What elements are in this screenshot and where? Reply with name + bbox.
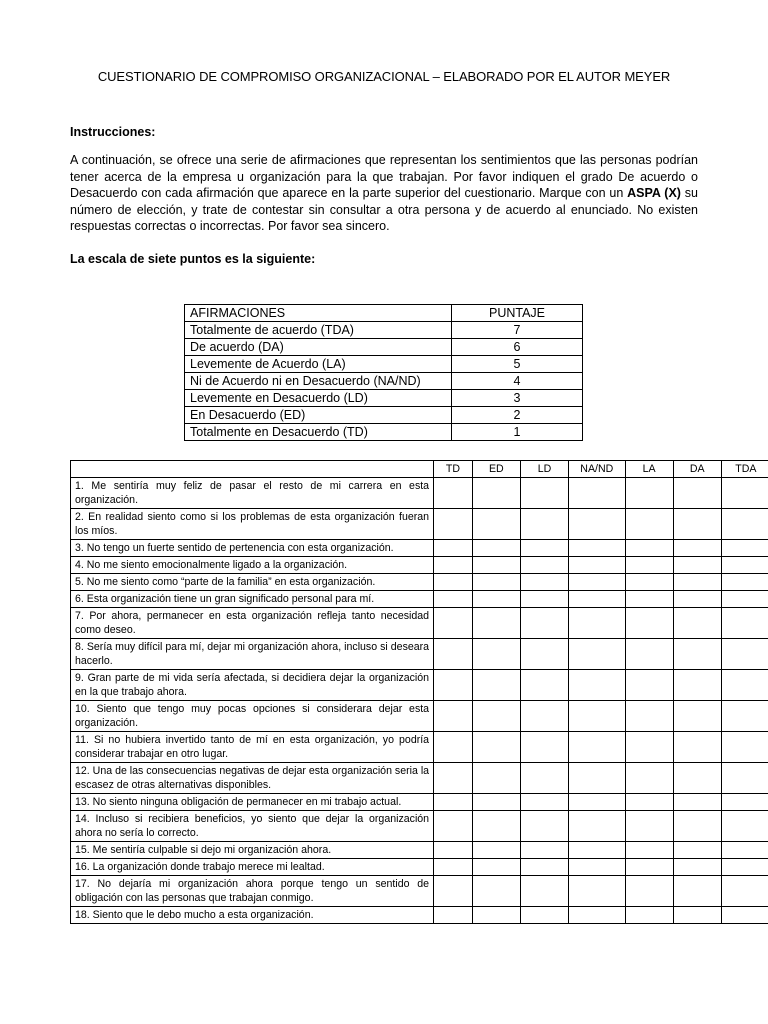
answer-cell-ed[interactable]	[472, 842, 520, 859]
question-text: 10. Siento que tengo muy pocas opciones si considerara dejar esta organización.	[71, 701, 434, 732]
answer-cell-da[interactable]	[673, 608, 721, 639]
instructions-text-part2: su número de elección, y trate de contestar sin consultar a otra persona y de acuerdo al enunciado. No existen respuestas correctas o incorrectas. Por favor sea sincero.	[70, 186, 698, 234]
answer-cell-la[interactable]	[625, 557, 673, 574]
answer-cell-ld[interactable]	[520, 639, 568, 670]
answer-cell-da[interactable]	[673, 509, 721, 540]
answer-cell-na-nd[interactable]	[569, 557, 626, 574]
question-text: 3. No tengo un fuerte sentido de pertenencia con esta organización.	[71, 540, 434, 557]
column-header-da: DA	[673, 461, 721, 478]
scale-row-label: Ni de Acuerdo ni en Desacuerdo (NA/ND)	[185, 373, 452, 390]
answer-cell-da[interactable]	[673, 670, 721, 701]
scale-row-score: 6	[452, 339, 583, 356]
answer-cell-da[interactable]	[673, 591, 721, 608]
answer-cell-tda[interactable]	[721, 574, 768, 591]
scale-row-label: Totalmente de acuerdo (TDA)	[185, 322, 452, 339]
scale-row-label: Levemente en Desacuerdo (LD)	[185, 390, 452, 407]
answer-cell-tda[interactable]	[721, 701, 768, 732]
answer-cell-na-nd[interactable]	[569, 478, 626, 509]
answer-cell-ed[interactable]	[472, 608, 520, 639]
question-text: 15. Me sentiría culpable si dejo mi organización ahora.	[71, 842, 434, 859]
answer-cell-ld[interactable]	[520, 478, 568, 509]
column-header-tda: TDA	[721, 461, 768, 478]
scale-row	[185, 390, 583, 407]
answer-cell-la[interactable]	[625, 794, 673, 811]
scale-row	[185, 407, 583, 424]
instructions-text-bold: ASPA (X)	[627, 186, 681, 201]
answer-cell-tda[interactable]	[721, 557, 768, 574]
answer-cell-ld[interactable]	[520, 509, 568, 540]
answer-cell-td[interactable]	[434, 763, 473, 794]
answer-cell-ld[interactable]	[520, 540, 568, 557]
scale-row-label: Totalmente en Desacuerdo (TD)	[185, 424, 452, 441]
question-text: 16. La organización donde trabajo merece mi lealtad.	[71, 859, 434, 876]
scale-row-label: En Desacuerdo (ED)	[185, 407, 452, 424]
answer-cell-na-nd[interactable]	[569, 794, 626, 811]
answer-cell-na-nd[interactable]	[569, 608, 626, 639]
answer-cell-da[interactable]	[673, 557, 721, 574]
answer-cell-ld[interactable]	[520, 763, 568, 794]
question-row	[71, 509, 768, 540]
answer-cell-ed[interactable]	[472, 859, 520, 876]
answer-cell-ld[interactable]	[520, 732, 568, 763]
answer-cell-la[interactable]	[625, 639, 673, 670]
answer-cell-tda[interactable]	[721, 509, 768, 540]
scale-header-afirmaciones: AFIRMACIONES	[185, 305, 452, 322]
answer-cell-tda[interactable]	[721, 763, 768, 794]
answer-cell-na-nd[interactable]	[569, 639, 626, 670]
column-header-la: LA	[625, 461, 673, 478]
question-row	[71, 574, 768, 591]
answer-cell-da[interactable]	[673, 842, 721, 859]
answer-cell-da[interactable]	[673, 478, 721, 509]
answer-cell-td[interactable]	[434, 540, 473, 557]
answer-cell-na-nd[interactable]	[569, 842, 626, 859]
answer-cell-la[interactable]	[625, 701, 673, 732]
answer-cell-la[interactable]	[625, 591, 673, 608]
scale-table	[184, 304, 583, 441]
scale-row-label: Levemente de Acuerdo (LA)	[185, 356, 452, 373]
answer-cell-td[interactable]	[434, 701, 473, 732]
scale-row-score: 2	[452, 407, 583, 424]
answer-cell-ld[interactable]	[520, 701, 568, 732]
answer-cell-ld[interactable]	[520, 842, 568, 859]
answer-cell-la[interactable]	[625, 574, 673, 591]
answer-cell-ld[interactable]	[520, 859, 568, 876]
answer-cell-tda[interactable]	[721, 591, 768, 608]
answer-cell-da[interactable]	[673, 639, 721, 670]
scale-row-score: 4	[452, 373, 583, 390]
answer-cell-la[interactable]	[625, 509, 673, 540]
answer-cell-la[interactable]	[625, 670, 673, 701]
answer-cell-da[interactable]	[673, 907, 721, 924]
answer-cell-na-nd[interactable]	[569, 763, 626, 794]
answer-cell-da[interactable]	[673, 574, 721, 591]
question-text: 7. Por ahora, permanecer en esta organización refleja tanto necesidad como deseo.	[71, 608, 434, 639]
instructions-label: Instrucciones:	[70, 125, 156, 139]
answer-cell-ed[interactable]	[472, 639, 520, 670]
scale-row	[185, 339, 583, 356]
answer-cell-la[interactable]	[625, 876, 673, 907]
answer-cell-la[interactable]	[625, 732, 673, 763]
answer-cell-da[interactable]	[673, 811, 721, 842]
question-text: 6. Esta organización tiene un gran significado personal para mí.	[71, 591, 434, 608]
question-text: 11. Si no hubiera invertido tanto de mí en esta organización, yo podría considerar trabajar en otro lugar.	[71, 732, 434, 763]
answer-cell-ed[interactable]	[472, 509, 520, 540]
document-title: CUESTIONARIO DE COMPROMISO ORGANIZACIONAL – ELABORADO POR EL AUTOR MEYER	[97, 69, 671, 84]
question-row	[71, 876, 768, 907]
question-column-header	[71, 461, 434, 478]
answer-cell-tda[interactable]	[721, 732, 768, 763]
question-row	[71, 811, 768, 842]
question-row	[71, 794, 768, 811]
answer-cell-tda[interactable]	[721, 811, 768, 842]
answer-cell-da[interactable]	[673, 701, 721, 732]
answer-cell-la[interactable]	[625, 859, 673, 876]
answer-cell-ed[interactable]	[472, 557, 520, 574]
answer-cell-td[interactable]	[434, 859, 473, 876]
answer-cell-ed[interactable]	[472, 732, 520, 763]
scale-row	[185, 424, 583, 441]
answer-cell-tda[interactable]	[721, 907, 768, 924]
question-text: 17. No dejaría mi organización ahora porque tengo un sentido de obligación con las personas que trabajan conmigo.	[71, 876, 434, 907]
question-row	[71, 591, 768, 608]
answer-cell-la[interactable]	[625, 540, 673, 557]
answer-cell-da[interactable]	[673, 763, 721, 794]
answer-cell-tda[interactable]	[721, 670, 768, 701]
answer-cell-la[interactable]	[625, 478, 673, 509]
answer-cell-ld[interactable]	[520, 608, 568, 639]
question-row	[71, 701, 768, 732]
answer-cell-ed[interactable]	[472, 811, 520, 842]
answer-cell-ld[interactable]	[520, 670, 568, 701]
answer-cell-na-nd[interactable]	[569, 670, 626, 701]
answer-cell-ed[interactable]	[472, 478, 520, 509]
scale-label: La escala de siete puntos es la siguiente:	[70, 252, 316, 266]
answer-cell-ld[interactable]	[520, 557, 568, 574]
answer-cell-da[interactable]	[673, 794, 721, 811]
answer-cell-tda[interactable]	[721, 859, 768, 876]
answer-cell-td[interactable]	[434, 574, 473, 591]
answer-cell-td[interactable]	[434, 639, 473, 670]
question-text: 14. Incluso si recibiera beneficios, yo siento que dejar la organización ahora no sería lo correcto.	[71, 811, 434, 842]
question-row	[71, 670, 768, 701]
answer-cell-td[interactable]	[434, 509, 473, 540]
question-text: 1. Me sentiría muy feliz de pasar el resto de mi carrera en esta organización.	[71, 478, 434, 509]
question-text: 2. En realidad siento como si los problemas de esta organización fueran los míos.	[71, 509, 434, 540]
scale-header-puntaje: PUNTAJE	[452, 305, 583, 322]
question-text: 8. Sería muy difícil para mí, dejar mi organización ahora, incluso si deseara hacerlo.	[71, 639, 434, 670]
question-row	[71, 540, 768, 557]
answer-cell-la[interactable]	[625, 907, 673, 924]
questionnaire-header-row	[71, 461, 768, 478]
answer-cell-tda[interactable]	[721, 876, 768, 907]
answer-cell-da[interactable]	[673, 732, 721, 763]
question-row	[71, 842, 768, 859]
answer-cell-ed[interactable]	[472, 794, 520, 811]
answer-cell-tda[interactable]	[721, 639, 768, 670]
scale-table-header	[185, 305, 583, 322]
answer-cell-tda[interactable]	[721, 540, 768, 557]
answer-cell-td[interactable]	[434, 591, 473, 608]
question-row	[71, 639, 768, 670]
answer-cell-na-nd[interactable]	[569, 540, 626, 557]
answer-cell-tda[interactable]	[721, 608, 768, 639]
instructions-text	[70, 152, 698, 235]
scale-row-score: 3	[452, 390, 583, 407]
scale-row-score: 5	[452, 356, 583, 373]
question-row	[71, 763, 768, 794]
answer-cell-tda[interactable]	[721, 794, 768, 811]
answer-cell-td[interactable]	[434, 876, 473, 907]
question-row	[71, 732, 768, 763]
answer-cell-na-nd[interactable]	[569, 811, 626, 842]
answer-cell-td[interactable]	[434, 478, 473, 509]
answer-cell-ed[interactable]	[472, 907, 520, 924]
answer-cell-na-nd[interactable]	[569, 907, 626, 924]
answer-cell-la[interactable]	[625, 811, 673, 842]
answer-cell-la[interactable]	[625, 608, 673, 639]
answer-cell-ed[interactable]	[472, 591, 520, 608]
scale-row	[185, 356, 583, 373]
answer-cell-ed[interactable]	[472, 876, 520, 907]
question-row	[71, 478, 768, 509]
answer-cell-ed[interactable]	[472, 701, 520, 732]
question-text: 18. Siento que le debo mucho a esta organización.	[71, 907, 434, 924]
question-text: 9. Gran parte de mi vida sería afectada, si decidiera dejar la organización en la que trabajo ahora.	[71, 670, 434, 701]
questionnaire-table	[70, 460, 768, 924]
answer-cell-na-nd[interactable]	[569, 701, 626, 732]
instructions-text-part1: A continuación, se ofrece una serie de afirmaciones que representan los sentimientos que las personas podrían tener acerca de la empresa u organización para la que trabajan. Por favor indiquen el grado De acuerdo o Desacuerdo con cada afirmación que aparece en la parte superior del cuestionario. Marque con un	[70, 153, 698, 201]
answer-cell-ed[interactable]	[472, 763, 520, 794]
answer-cell-na-nd[interactable]	[569, 509, 626, 540]
scale-row-score: 1	[452, 424, 583, 441]
scale-row-label: De acuerdo (DA)	[185, 339, 452, 356]
answer-cell-td[interactable]	[434, 811, 473, 842]
answer-cell-da[interactable]	[673, 859, 721, 876]
answer-cell-ed[interactable]	[472, 540, 520, 557]
answer-cell-ed[interactable]	[472, 574, 520, 591]
answer-cell-na-nd[interactable]	[569, 574, 626, 591]
answer-cell-tda[interactable]	[721, 842, 768, 859]
column-header-td: TD	[434, 461, 473, 478]
answer-cell-td[interactable]	[434, 608, 473, 639]
answer-cell-td[interactable]	[434, 907, 473, 924]
scale-row	[185, 322, 583, 339]
answer-cell-td[interactable]	[434, 557, 473, 574]
question-row	[71, 907, 768, 924]
answer-cell-na-nd[interactable]	[569, 732, 626, 763]
answer-cell-td[interactable]	[434, 842, 473, 859]
answer-cell-ld[interactable]	[520, 591, 568, 608]
question-text: 4. No me siento emocionalmente ligado a la organización.	[71, 557, 434, 574]
answer-cell-tda[interactable]	[721, 478, 768, 509]
answer-cell-da[interactable]	[673, 876, 721, 907]
question-row	[71, 608, 768, 639]
question-text: 13. No siento ninguna obligación de permanecer en mi trabajo actual.	[71, 794, 434, 811]
question-row	[71, 557, 768, 574]
scale-row	[185, 373, 583, 390]
answer-cell-la[interactable]	[625, 842, 673, 859]
column-header-ed: ED	[472, 461, 520, 478]
answer-cell-na-nd[interactable]	[569, 876, 626, 907]
question-text: 5. No me siento como “parte de la familia” en esta organización.	[71, 574, 434, 591]
answer-cell-ed[interactable]	[472, 670, 520, 701]
answer-cell-td[interactable]	[434, 794, 473, 811]
answer-cell-na-nd[interactable]	[569, 859, 626, 876]
column-header-ld: LD	[520, 461, 568, 478]
answer-cell-ld[interactable]	[520, 794, 568, 811]
answer-cell-td[interactable]	[434, 670, 473, 701]
answer-cell-da[interactable]	[673, 540, 721, 557]
answer-cell-ld[interactable]	[520, 574, 568, 591]
question-text: 12. Una de las consecuencias negativas de dejar esta organización seria la escasez de otras alternativas disponibles.	[71, 763, 434, 794]
answer-cell-ld[interactable]	[520, 811, 568, 842]
answer-cell-td[interactable]	[434, 732, 473, 763]
answer-cell-na-nd[interactable]	[569, 591, 626, 608]
answer-cell-ld[interactable]	[520, 907, 568, 924]
answer-cell-ld[interactable]	[520, 876, 568, 907]
column-header-na-nd: NA/ND	[569, 461, 626, 478]
answer-cell-la[interactable]	[625, 763, 673, 794]
question-row	[71, 859, 768, 876]
scale-row-score: 7	[452, 322, 583, 339]
